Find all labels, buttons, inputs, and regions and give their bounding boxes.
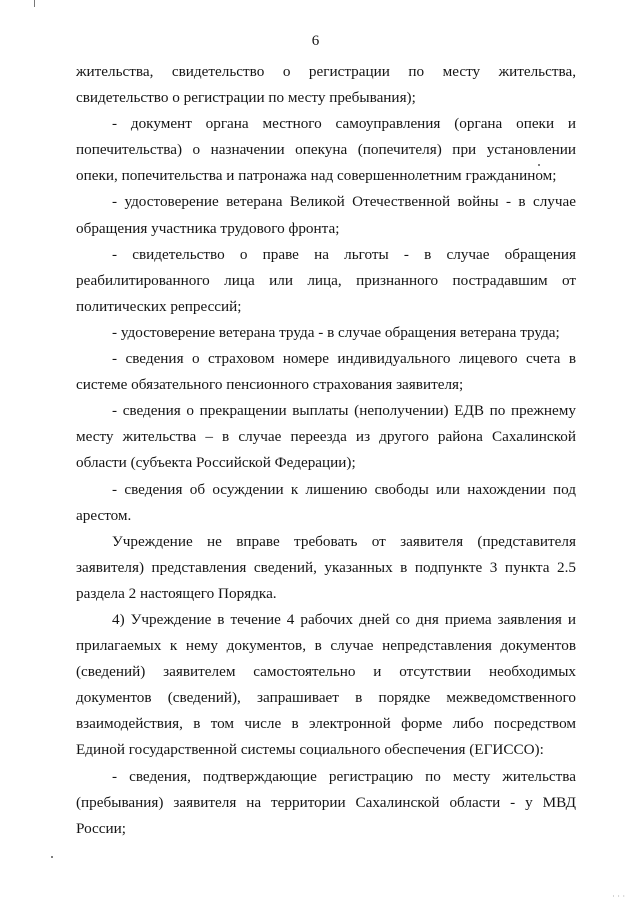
page-number: 6 [311,33,320,49]
paragraph-institution-restriction: Учреждение не вправе требовать от заявителя (представителя заявителя) представления сведений, указанных в подпункте 3 пункта 2.5 раздела 2 настоящего Порядка. [76,532,576,602]
scan-speck [538,164,540,166]
paragraph-edv-termination: - сведения о прекращении выплаты (неполучении) ЕДВ по прежнему месту жительства – в случае переезда из другого района Сахалинской области (субъекта Российской Федерации); [76,402,576,472]
paragraph-labor-veteran-certificate: - удостоверение ветерана труда - в случае обращения ветерана труда; [112,323,560,341]
paragraph-conviction-info: - сведения об осуждении к лишению свободы или нахождении под арестом. [76,480,576,524]
paragraph-registration-info: - сведения, подтверждающие регистрацию по месту жительства (пребывания) заявителя на территории Сахалинской области - у МВД России; [76,767,576,837]
paragraph-snils-info: - сведения о страховом номере индивидуального лицевого счета в системе обязательного пенсионного страхования заявителя; [76,350,576,394]
scan-corner-mark: · · · [612,892,625,901]
document-body [76,59,576,842]
paragraph-guardianship-document: - документ органа местного самоуправления (органа опеки и попечительства) о назначении опекуна (попечителя) при установлении опеки, попечительства и патронажа над совершеннолетним гражданином; [76,115,576,185]
scan-edge-mark [34,0,35,7]
paragraph-residence-certificates: жительства, свидетельство о регистрации по месту жительства, свидетельство о регистрации по месту пребывания); [76,63,576,107]
paragraph-interagency-request: 4) Учреждение в течение 4 рабочих дней со дня приема заявления и прилагаемых к нему документов, в случае непредставления документов (сведений) заявителем самостоятельно и отсутствии необходимых документов (сведений), запрашивает в порядке межведомственного взаимодействия, в том числе в электронной форме либо посредством Единой государственной системы социального обеспечения (ЕГИССО): [76,610,576,759]
paragraph-ww2-veteran-certificate: - удостоверение ветерана Великой Отечественной войны - в случае обращения участника трудового фронта; [76,193,576,237]
scan-speck [51,856,53,858]
paragraph-benefit-right-certificate: - свидетельство о праве на льготы - в случае обращения реабилитированного лица или лица, признанного пострадавшим от политических репрессий; [76,245,576,315]
